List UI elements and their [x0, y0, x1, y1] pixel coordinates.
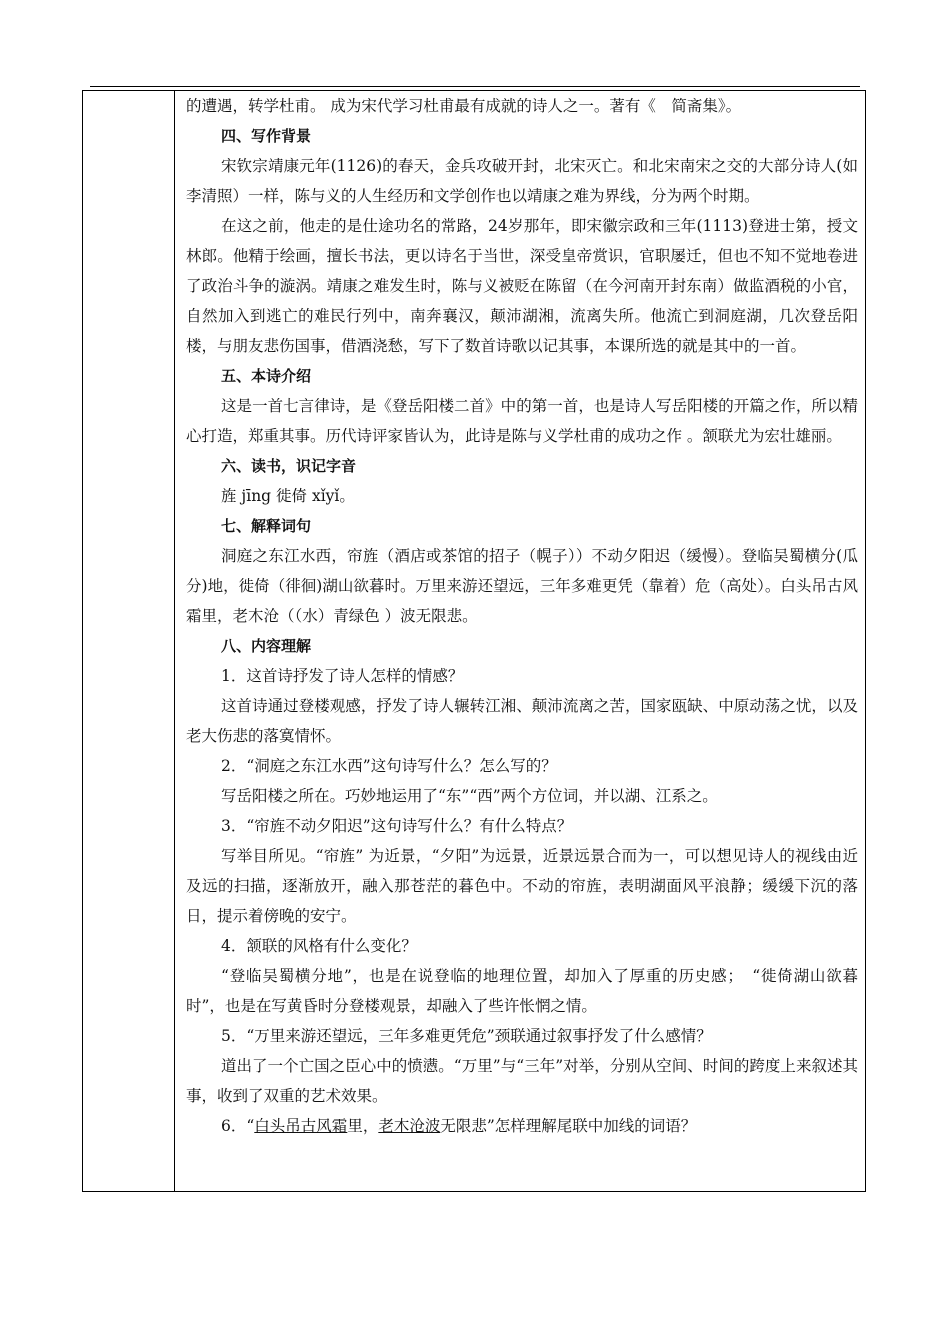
- section-heading-8: 八、内容理解: [221, 637, 312, 655]
- answer-1: 这首诗通过登楼观感，抒发了诗人辗转江湘、颠沛流离之苦，国家瓯缺、中原动荡之忧，以及老大伤悲的落寞情怀。: [186, 697, 858, 745]
- question-3: 3．“帘旌不动夕阳迟”这句诗写什么？有什么特点？: [221, 817, 573, 835]
- poem-intro-paragraph: 这是一首七言律诗，是《登岳阳楼二首》中的第一首，也是诗人写岳阳楼的开篇之作，所以精心打造，郑重其事。历代诗评家皆认为，此诗是陈与义学杜甫的成功之作 。颔联尤为宏壮雄丽。: [186, 397, 858, 445]
- glossary-paragraph: 洞庭之东江水西，帘旌（酒店或茶馆的招子（幌子））不动夕阳迟（缓慢）。登临吴蜀横分(瓜分)地，徙倚（徘徊)湖山欲暮时。万里来游还望远，三年多难更凭（靠着）危（高处）。白头吊古风霜里，老木沧（（水）青绿色 ）波无限悲。: [186, 547, 858, 625]
- answer-2: 写岳阳楼之所在。巧妙地运用了“东”“西”两个方位词，并以湖、江系之。: [221, 787, 718, 805]
- question-6-middle: 里，: [347, 1117, 379, 1135]
- question-2: 2．“洞庭之东江水西”这句诗写什么？怎么写的？: [221, 757, 557, 775]
- question-5: 5．“万里来游还望远，三年多难更凭危”颈联通过叙事抒发了什么感情？: [221, 1027, 712, 1045]
- lesson-table: [82, 90, 866, 1192]
- question-6: [186, 1111, 858, 1141]
- header-rule: [90, 86, 860, 87]
- question-4: 4．颔联的风格有什么变化？: [221, 937, 417, 955]
- intro-paragraph: 的遭遇，转学杜甫。 成为宋代学习杜甫最有成就的诗人之一。著有《 简斋集》。: [186, 97, 742, 115]
- content-cell: [186, 91, 858, 1141]
- section-heading-7: 七、解释词句: [221, 517, 312, 535]
- left-column: [83, 91, 175, 1191]
- background-paragraph-1: 宋钦宗靖康元年(1126)的春天，金兵攻破开封，北宋灭亡。和北宋南宋之交的大部分诗人(如李清照）一样，陈与义的人生经历和文学创作也以靖康之难为界线，分为两个时期。: [186, 157, 858, 205]
- pronunciation-paragraph: 旌 jīng 徙倚 xǐyǐ。: [221, 487, 355, 505]
- answer-3: 写举目所见。“帘旌” 为近景，“夕阳”为远景，近景远景合而为一，可以想见诗人的视线由近及远的扫描，逐渐放开，融入那苍茫的暮色中。不动的帘旌，表明湖面风平浪静；缓缓下沉的落日，提示着傍晚的安宁。: [186, 847, 858, 925]
- underlined-phrase-1: 白头吊古风霜: [254, 1117, 348, 1135]
- background-paragraph-2: 在这之前，他走的是仕途功名的常路，24岁那年，即宋徽宗政和三年(1113)登进士第，授文林郎。他精于绘画，擅长书法，更以诗名于当世，深受皇帝赏识，官职屡迁，但也不知不觉地卷进了政治斗争的漩涡。靖康之难发生时，陈与义被贬在陈留（在今河南开封东南）做监酒税的小官，自然加入到逃亡的难民行列中，南奔襄汉，颠沛湖湘，流离失所。他流亡到洞庭湖，几次登岳阳楼，与朋友悲伤国事，借酒浇愁，写下了数首诗歌以记其事，本课所选的就是其中的一首。: [186, 217, 858, 355]
- answer-4: “登临吴蜀横分地”，也是在说登临的地理位置，却加入了厚重的历史感； “徙倚湖山欲暮时”，也是在写黄昏时分登楼观景，却融入了些许怅惘之情。: [186, 967, 858, 1015]
- section-heading-6: 六、读书，识记字音: [221, 457, 357, 475]
- section-heading-5: 五、本诗介绍: [221, 367, 312, 385]
- question-6-prefix: 6．“: [221, 1117, 255, 1135]
- answer-5: 道出了一个亡国之臣心中的愤懑。“万里”与“三年”对举，分别从空间、时间的跨度上来叙述其事，收到了双重的艺术效果。: [186, 1057, 858, 1105]
- underlined-phrase-2: 老木沧波: [378, 1117, 441, 1135]
- question-6-suffix: 无限悲”怎样理解尾联中加线的词语？: [440, 1117, 697, 1135]
- question-1: 1．这首诗抒发了诗人怎样的情感？: [221, 667, 464, 685]
- section-heading-4: 四、写作背景: [221, 127, 312, 145]
